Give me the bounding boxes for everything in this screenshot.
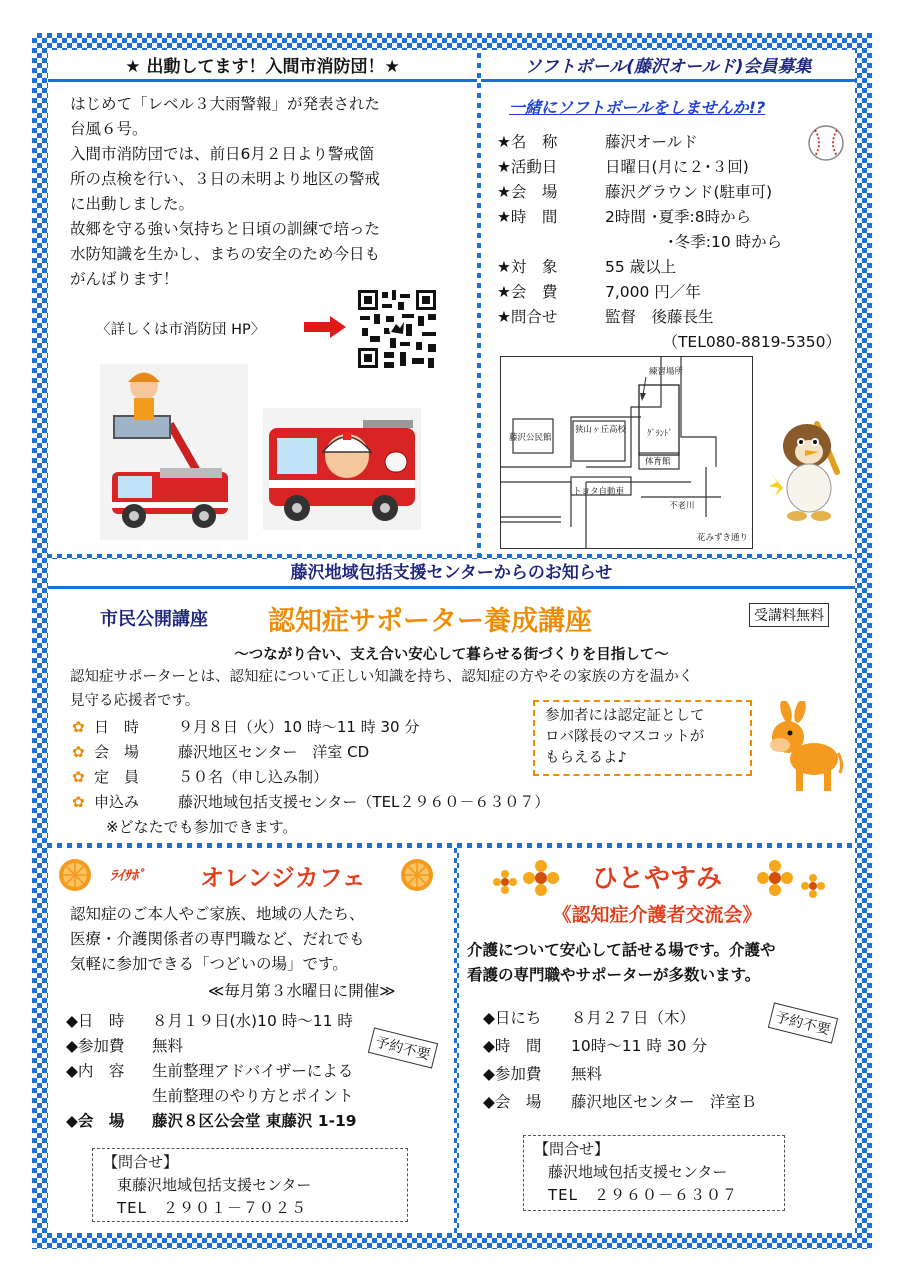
flower-bullet-icon: ✿ bbox=[72, 793, 85, 811]
softball-row: ★会 場 藤沢グラウンド(駐車可) bbox=[497, 183, 773, 201]
lecture-title: 認知症サポーター養成講座 bbox=[268, 606, 592, 637]
lecture-item: ✿ 日 時 ９月８日（火）10 時～11 時 30 分 bbox=[72, 715, 549, 740]
hitoyasumi-item: ◆時 間 10時～11 時 30 分 bbox=[483, 1037, 707, 1055]
fire-title: ★ 出動してます！入間市消防団！★ bbox=[48, 50, 477, 82]
cafe-panel bbox=[48, 848, 454, 1233]
hitoyasumi-item: ◆会 場 藤沢地区センター 洋室Ｂ bbox=[483, 1093, 757, 1111]
contact-name: 藤沢地域包括支援センター bbox=[548, 1163, 728, 1181]
lecture-desc-1: 認知症サポーターとは、認知症について正しい知識を持ち、認知症の方やその家族の方を温かく bbox=[70, 669, 694, 685]
cafe-item: ◆日 時 ８月１９日(水)10 時～11 時 bbox=[66, 1012, 353, 1030]
fire-text-1: はじめて「レベル３大雨警報」が発表された bbox=[70, 95, 381, 113]
map-label-toyota: トヨタ自動車 bbox=[573, 487, 625, 497]
orange-slice-icon bbox=[400, 858, 434, 892]
hitoyasumi-desc: 看護の専門職やサポーターが多数います。 bbox=[467, 966, 761, 984]
fire-text-3: 入間市消防団では、前日6月２日より警戒箇 bbox=[70, 145, 375, 163]
hitoyasumi-desc: 介護について安心して話せる場です。介護や bbox=[467, 941, 776, 959]
fire-text-6: 故郷を守る強い気持ちと日頃の訓練で培った bbox=[70, 220, 381, 238]
fire-text-4: 所の点検を行い、３日の未明より地区の警戒 bbox=[70, 170, 381, 188]
contact-title: 【問合せ】 bbox=[534, 1140, 610, 1158]
cafe-item: 生前整理のやり方とポイント bbox=[152, 1087, 354, 1105]
softball-panel bbox=[481, 50, 855, 554]
fire-text-5: に出動しました。 bbox=[70, 195, 195, 213]
contact-name: 東藤沢地域包括支援センター bbox=[117, 1176, 312, 1194]
hitoyasumi-panel bbox=[459, 848, 855, 1233]
donkey-mascot-illustration bbox=[760, 701, 844, 795]
flower-icon bbox=[757, 860, 793, 896]
map-label-ground: ｸﾞﾗﾝﾄﾞ bbox=[647, 429, 673, 439]
softball-subtitle: 一緒にソフトボールをしませんか!? bbox=[509, 98, 766, 117]
hitoyasumi-contact bbox=[523, 1135, 785, 1211]
pump-fire-truck-illustration bbox=[263, 408, 421, 530]
softball-row: ★会 費 7,000 円／年 bbox=[497, 283, 701, 301]
lecture-type: 市民公開講座 bbox=[100, 609, 208, 630]
map-label-gym: 体育館 bbox=[645, 457, 671, 467]
cafe-desc: 医療・介護関係者の専門職など、だれでも bbox=[70, 930, 365, 948]
hitoyasumi-item: ◆参加費 無料 bbox=[483, 1065, 603, 1083]
map-label-fuji: 不老川 bbox=[669, 501, 695, 511]
hitoyasumi-subtitle: 《認知症介護者交流会》 bbox=[552, 904, 762, 926]
arrow-right-icon bbox=[304, 316, 346, 338]
no-reservation-stamp: 予約不要 bbox=[368, 1027, 438, 1068]
lecture-item: ✿ 申込み 藤沢地域包括支援センター（TEL２９６０－６３０７） bbox=[72, 790, 549, 815]
softball-row: ･冬季:10 時から bbox=[605, 233, 783, 251]
softball-tel: （TEL080-8819-5350） bbox=[662, 333, 841, 351]
cafe-contact bbox=[92, 1148, 408, 1222]
center-panel bbox=[48, 559, 855, 843]
softball-title: ソフトボール(藤沢オールド)会員募集 bbox=[481, 50, 855, 82]
qr-code-icon[interactable] bbox=[356, 288, 438, 370]
flower-bullet-icon: ✿ bbox=[72, 768, 85, 786]
map-label-street: 花みずき通り bbox=[697, 533, 749, 543]
cafe-desc: 認知症のご本人やご家族、地域の人たち、 bbox=[70, 905, 365, 923]
flower-icon bbox=[801, 874, 825, 898]
hp-label: 〈詳しくは市消防団 HP〉 bbox=[96, 322, 266, 338]
fire-text-7: 水防知識を生かし、まちの安全のため今日も bbox=[70, 245, 381, 263]
cafe-item: ◆内 容 生前整理アドバイザーによる bbox=[66, 1062, 354, 1080]
hitoyasumi-item: ◆日にち ８月２７日（木） bbox=[483, 1009, 696, 1027]
softball-row: ★時 間 2時間 ･夏季:8時から bbox=[497, 208, 752, 226]
mascot-bubble: 参加者には認定証として ロバ隊長のマスコットが もらえるよ♪ bbox=[533, 700, 752, 776]
fire-panel bbox=[48, 50, 477, 554]
map bbox=[500, 356, 753, 549]
cafe-item: ◆会 場 藤沢８区公会堂 東藤沢 1-19 bbox=[66, 1112, 357, 1130]
softball-row: ★問合せ 監督 後藤長生 bbox=[497, 308, 714, 326]
lecture-item: ✿ 定 員 ５０名（申し込み制） bbox=[72, 765, 549, 790]
cafe-desc: 気軽に参加できる「つどいの場」です。 bbox=[70, 955, 348, 973]
contact-title: 【問合せ】 bbox=[103, 1153, 179, 1171]
cafe-prefix: ﾗｲｻﾎﾟ bbox=[110, 868, 145, 884]
lecture-item: ✿ 会 場 藤沢地区センター 洋室 CD bbox=[72, 740, 549, 765]
map-label-practice: 練習場所 bbox=[649, 367, 684, 377]
free-badge: 受講料無料 bbox=[749, 603, 829, 627]
lecture-note: ※どなたでも参加できます。 bbox=[106, 818, 298, 836]
flower-bullet-icon: ✿ bbox=[72, 743, 85, 761]
cafe-schedule: ≪毎月第３水曜日に開催≫ bbox=[208, 982, 396, 1000]
hitoyasumi-title: ひとやすみ bbox=[591, 864, 722, 894]
bird-mascot-illustration bbox=[767, 412, 849, 524]
no-reservation-stamp: 予約不要 bbox=[768, 1002, 838, 1043]
center-banner: 藤沢地域包括支援センターからのお知らせ bbox=[48, 559, 855, 589]
contact-tel: TEL ２９６０－６３０７ bbox=[548, 1186, 738, 1204]
softball-row: ★活動日 日曜日(月に２･３回) bbox=[497, 158, 749, 176]
cafe-title: オレンジカフェ bbox=[200, 864, 366, 892]
lecture-desc-2: 見守る応援者です。 bbox=[70, 693, 200, 709]
contact-tel: TEL ２９０１－７０２５ bbox=[117, 1199, 307, 1217]
softball-row: ★名 称 藤沢オールド bbox=[497, 133, 698, 151]
flower-bullet-icon: ✿ bbox=[72, 718, 85, 736]
softball-row: ★対 象 55 歳以上 bbox=[497, 258, 677, 276]
lecture-tagline: ～つながり合い、支え合い安心して暮らせる街づくりを目指して～ bbox=[234, 647, 669, 663]
map-label-kominkan: 藤沢公民館 bbox=[509, 433, 552, 443]
map-label-school: 狭山ヶ丘高校 bbox=[575, 425, 627, 435]
cafe-item: ◆参加費 無料 bbox=[66, 1037, 184, 1055]
fire-text-2: 台風６号。 bbox=[70, 120, 148, 138]
orange-slice-icon bbox=[58, 858, 92, 892]
ladder-fire-truck-illustration bbox=[100, 364, 248, 540]
fire-text-8: がんばります！ bbox=[70, 270, 179, 288]
